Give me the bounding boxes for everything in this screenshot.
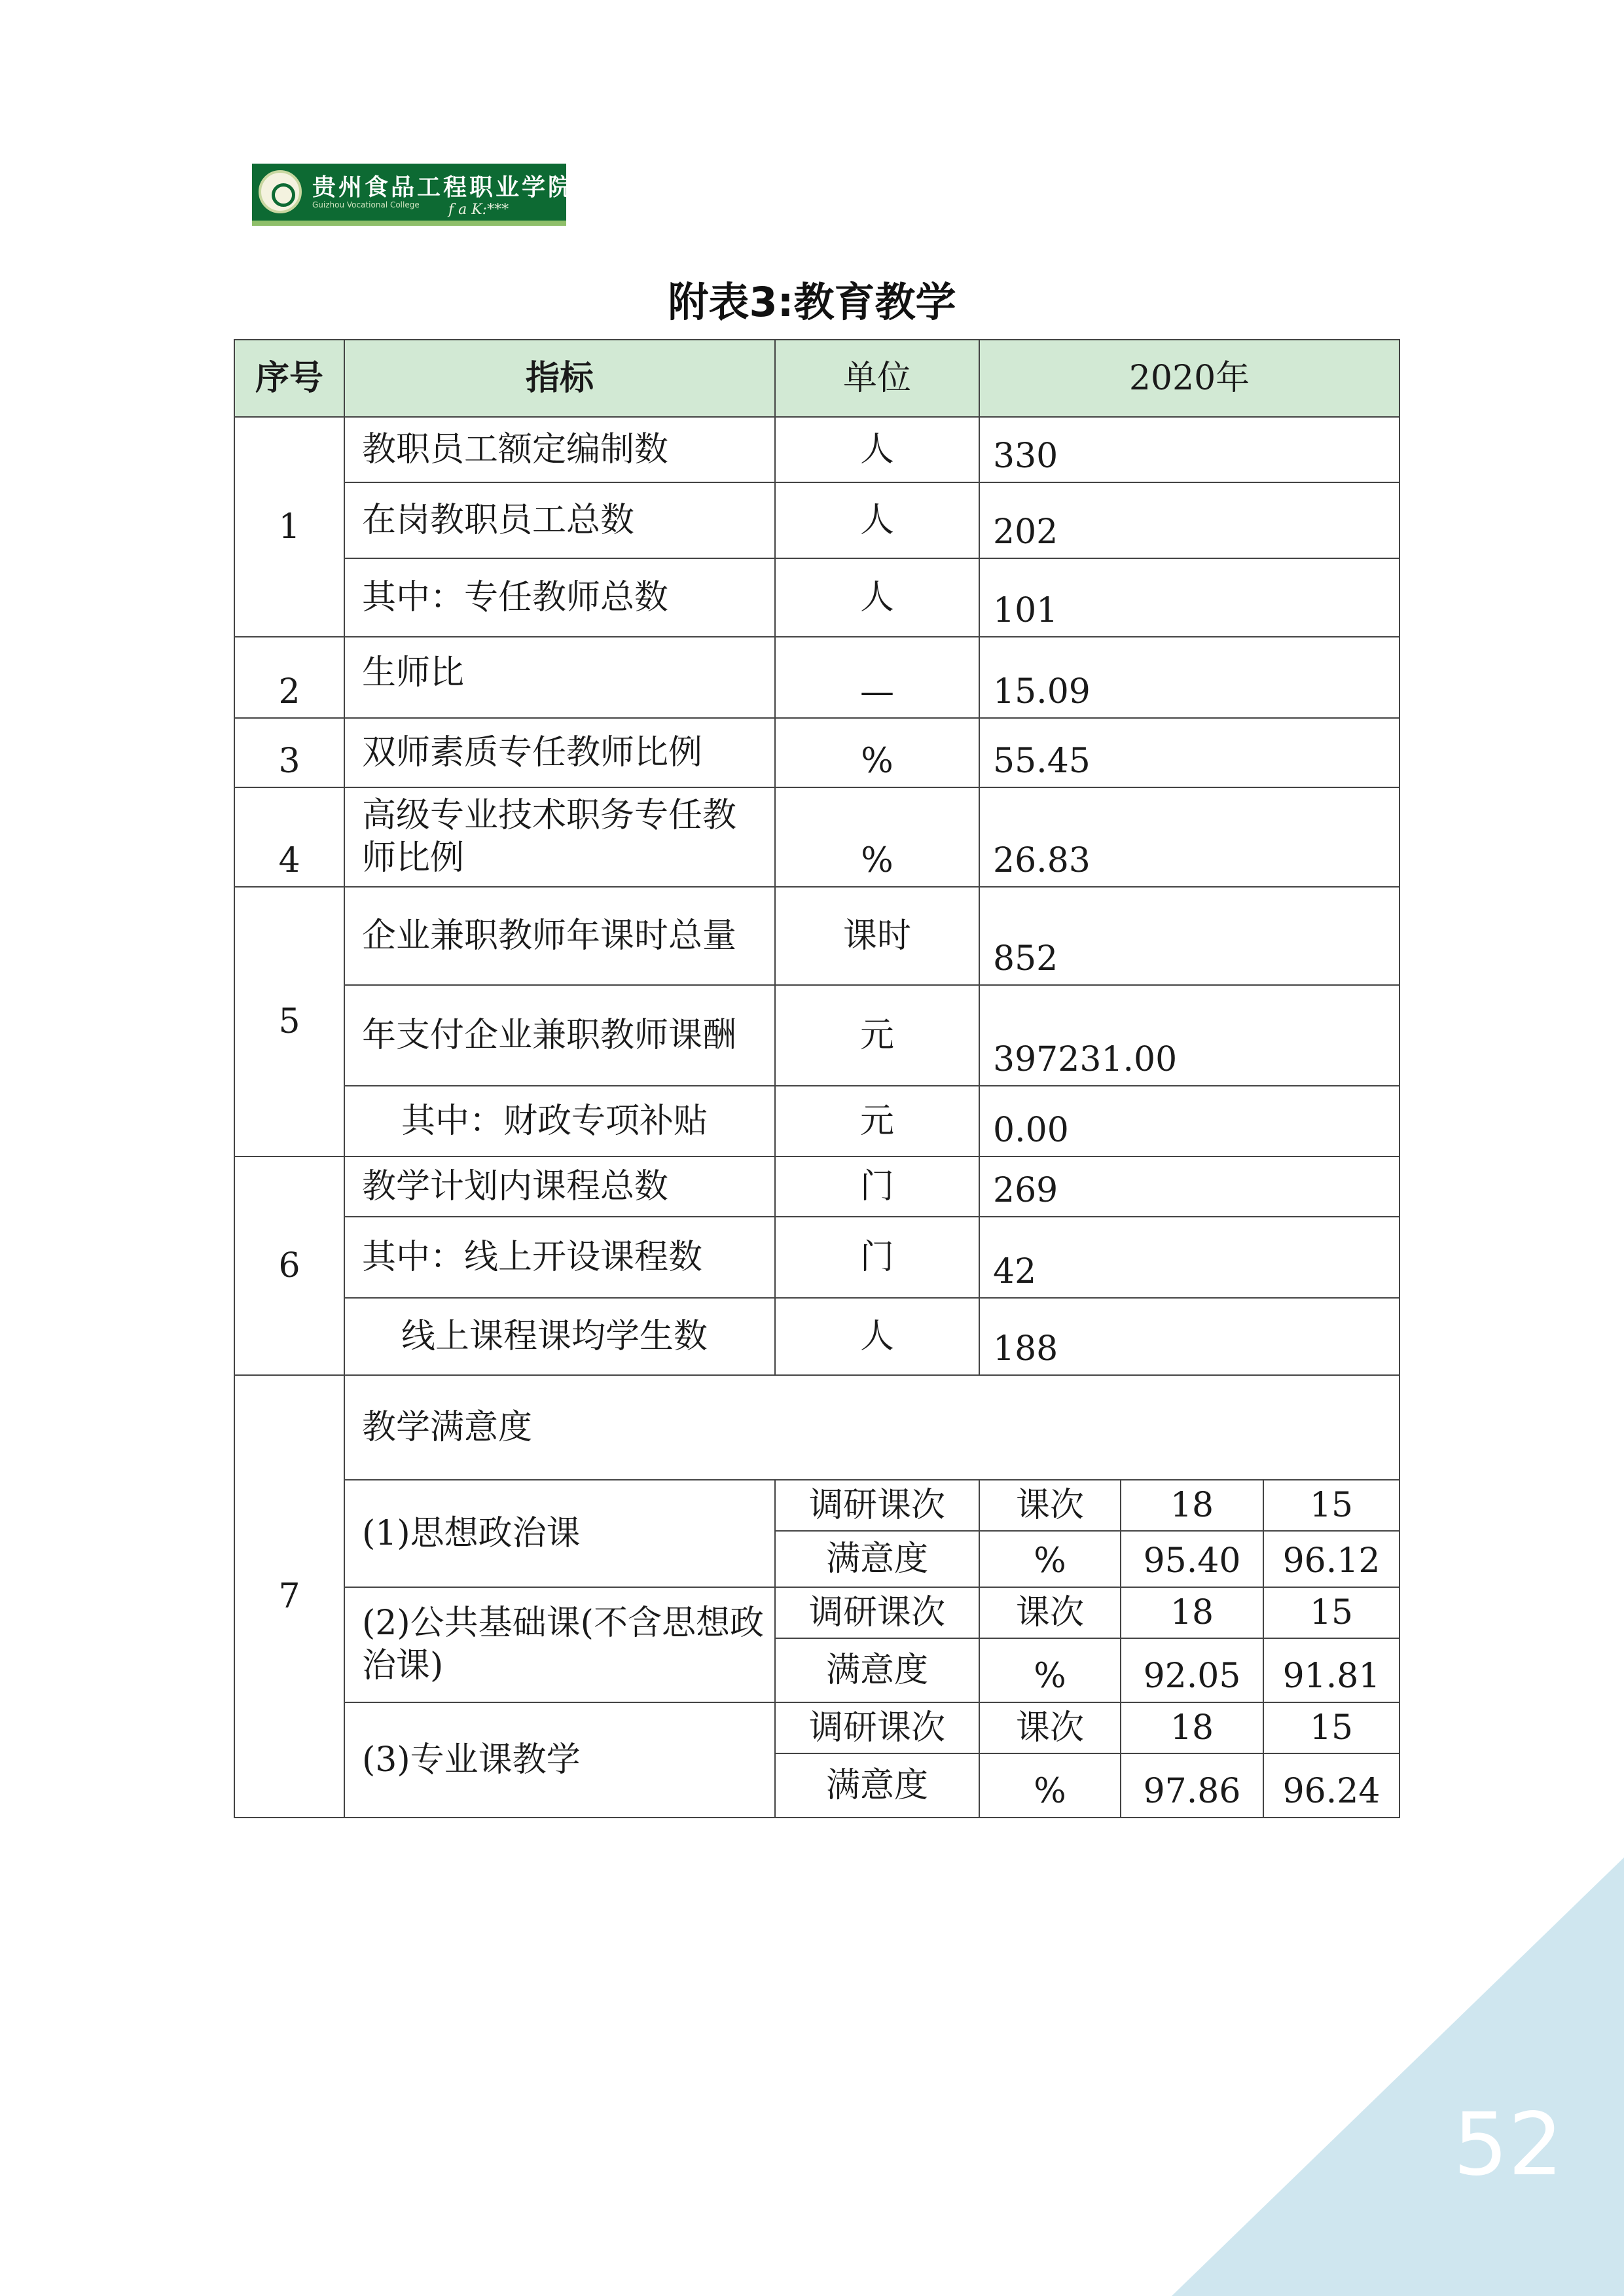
satisfaction-value-2: 91.81 [1263, 1638, 1399, 1702]
satisfaction-title: 教学满意度 [344, 1375, 1399, 1480]
satisfaction-value-1: 97.86 [1121, 1753, 1263, 1818]
logo-tagline: f a K:*** [448, 202, 509, 218]
indicator-name: 教职员工额定编制数 [344, 417, 775, 482]
satisfaction-unit: % [979, 1531, 1121, 1587]
course-name: (3)专业课教学 [344, 1702, 775, 1818]
indicator-unit: 课时 [775, 887, 979, 985]
indicator-name: 企业兼职教师年课时总量 [344, 887, 775, 985]
satisfaction-value-1: 92.05 [1121, 1638, 1263, 1702]
indicator-unit: % [775, 718, 979, 787]
row-index: 7 [234, 1375, 344, 1818]
survey-value-2: 15 [1263, 1480, 1399, 1531]
indicator-name: 教学计划内课程总数 [344, 1157, 775, 1217]
indicator-unit: 人 [775, 417, 979, 482]
indicator-unit: 人 [775, 558, 979, 637]
row-index: 5 [234, 887, 344, 1157]
indicator-name: 在岗教职员工总数 [344, 482, 775, 558]
indicator-unit: 门 [775, 1217, 979, 1298]
row-index: 3 [234, 718, 344, 787]
survey-label: 调研课次 [775, 1480, 979, 1531]
satisfaction-label: 满意度 [775, 1531, 979, 1587]
indicator-unit: 人 [775, 482, 979, 558]
indicator-value: 0.00 [979, 1086, 1399, 1157]
indicator-name: 线上课程课均学生数 [344, 1298, 775, 1375]
indicator-unit: 元 [775, 1086, 979, 1157]
course-name: (2)公共基础课(不含思想政治课) [344, 1587, 775, 1702]
row-index: 1 [234, 417, 344, 637]
survey-unit: 课次 [979, 1480, 1121, 1531]
indicator-unit: 元 [775, 985, 979, 1086]
indicator-value: 42 [979, 1217, 1399, 1298]
indicator-unit: 门 [775, 1157, 979, 1217]
indicator-name: 其中：线上开设课程数 [344, 1217, 775, 1298]
indicator-value: 15.09 [979, 637, 1399, 718]
satisfaction-value-2: 96.24 [1263, 1753, 1399, 1818]
indicator-value: 397231.00 [979, 985, 1399, 1086]
indicator-name: 生师比 [344, 637, 775, 718]
course-name: (1)思想政治课 [344, 1480, 775, 1587]
survey-unit: 课次 [979, 1702, 1121, 1753]
satisfaction-label: 满意度 [775, 1638, 979, 1702]
indicator-value: 269 [979, 1157, 1399, 1217]
survey-value-2: 15 [1263, 1702, 1399, 1753]
header-year: 2020年 [979, 340, 1399, 417]
row-index: 4 [234, 787, 344, 887]
indicator-value: 852 [979, 887, 1399, 985]
survey-label: 调研课次 [775, 1702, 979, 1753]
survey-unit: 课次 [979, 1587, 1121, 1638]
page-number: 52 [1453, 2094, 1563, 2195]
indicator-name: 其中：专任教师总数 [344, 558, 775, 637]
indicator-unit: 人 [775, 1298, 979, 1375]
corner-triangle [1172, 1857, 1624, 2296]
survey-value-2: 15 [1263, 1587, 1399, 1638]
page-title: 附表3:教育教学 [668, 278, 956, 326]
satisfaction-value-1: 95.40 [1121, 1531, 1263, 1587]
row-index: 2 [234, 637, 344, 718]
satisfaction-unit: % [979, 1753, 1121, 1818]
indicator-name: 高级专业技术职务专任教师比例 [344, 787, 775, 887]
indicator-value: 26.83 [979, 787, 1399, 887]
survey-value-1: 18 [1121, 1702, 1263, 1753]
header-indicator: 指标 [344, 340, 775, 417]
satisfaction-value-2: 96.12 [1263, 1531, 1399, 1587]
indicator-name: 其中：财政专项补贴 [344, 1086, 775, 1157]
header-index: 序号 [234, 340, 344, 417]
indicator-unit: % [775, 787, 979, 887]
indicator-name: 年支付企业兼职教师课酬 [344, 985, 775, 1086]
indicator-value: 330 [979, 417, 1399, 482]
satisfaction-label: 满意度 [775, 1753, 979, 1818]
logo-english-name: Guizhou Vocational College [312, 200, 420, 209]
header-unit: 单位 [775, 340, 979, 417]
indicator-name: 双师素质专任教师比例 [344, 718, 775, 787]
satisfaction-unit: % [979, 1638, 1121, 1702]
indicator-value: 101 [979, 558, 1399, 637]
survey-value-1: 18 [1121, 1480, 1263, 1531]
survey-label: 调研课次 [775, 1587, 979, 1638]
indicator-value: 55.45 [979, 718, 1399, 787]
survey-value-1: 18 [1121, 1587, 1263, 1638]
indicator-unit: — [775, 637, 979, 718]
indicator-value: 202 [979, 482, 1399, 558]
logo-college-name: 贵州食品工程职业学院 [312, 173, 575, 201]
row-index: 6 [234, 1157, 344, 1375]
indicator-value: 188 [979, 1298, 1399, 1375]
